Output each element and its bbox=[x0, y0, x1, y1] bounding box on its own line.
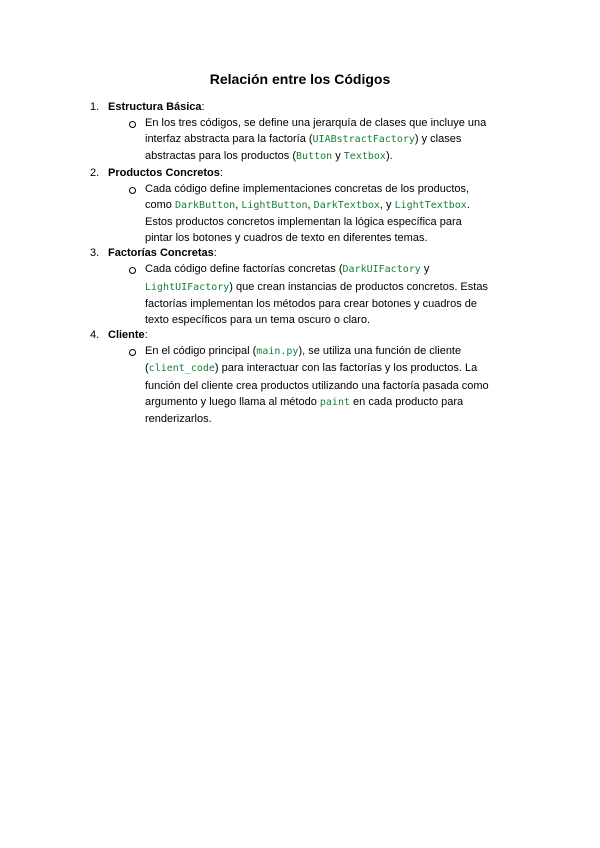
hollow-bullet-icon bbox=[129, 267, 136, 274]
code-run: Button bbox=[296, 151, 333, 163]
text-run: , bbox=[235, 198, 242, 211]
code-run: main.py bbox=[256, 346, 299, 358]
code-run: client_code bbox=[148, 363, 215, 375]
text-run: ), se utiliza una función de cliente ( bbox=[145, 345, 462, 375]
list-heading-wrap bbox=[108, 246, 217, 261]
list-heading: Estructura Básica bbox=[108, 101, 202, 113]
text-run: ) que crean instancias de productos concretos. Estas factorías implementan los métodos para crear botones y cuadros de texto específicos para un tema oscuro o claro. bbox=[145, 280, 488, 327]
code-run: LightUIFactory bbox=[145, 281, 230, 293]
list-item bbox=[0, 328, 600, 427]
list-heading-wrap bbox=[108, 166, 223, 181]
list-heading: Cliente bbox=[108, 329, 145, 342]
text-run: y bbox=[332, 150, 344, 163]
text-run: , bbox=[307, 198, 314, 211]
list-item-heading-row bbox=[0, 246, 600, 261]
list-item-heading-row bbox=[0, 328, 600, 343]
list-number: 3. bbox=[90, 247, 100, 260]
text-run: ). bbox=[385, 150, 393, 163]
list-item-heading-row bbox=[0, 100, 600, 115]
heading-colon: : bbox=[213, 247, 217, 260]
document-title: Relación entre los Códigos bbox=[209, 71, 391, 87]
list-number: 2. bbox=[90, 166, 100, 179]
text-run: En los tres códigos, se define una jerarquía de clases que incluye una interfaz abstracta para la factoría ( bbox=[145, 117, 487, 146]
hollow-bullet-icon bbox=[129, 121, 136, 128]
code-run: LightTextbox bbox=[394, 199, 467, 211]
sub-bullet bbox=[0, 343, 490, 427]
sub-bullet bbox=[0, 115, 490, 166]
list-number: 1. bbox=[90, 101, 100, 113]
text-run: y bbox=[420, 263, 430, 276]
text-run: Cada código define factorías concretas ( bbox=[145, 263, 343, 276]
hollow-bullet-icon bbox=[129, 349, 136, 356]
list-item bbox=[0, 166, 600, 247]
code-run: DarkButton bbox=[174, 199, 236, 211]
text-run: ) y clases abstractas para los productos ( bbox=[145, 133, 462, 163]
code-run: DarkUIFactory bbox=[342, 264, 421, 276]
text-run: en cada producto para renderizarlos. bbox=[145, 395, 464, 426]
list-heading: Productos Concretos bbox=[108, 166, 220, 179]
heading-colon: : bbox=[201, 101, 205, 113]
sub-bullet bbox=[0, 261, 490, 328]
numbered-list bbox=[0, 100, 600, 427]
text-run: . Estos productos concretos implementan la lógica específica para pintar los botones y cuadros de texto en diferentes temas. bbox=[145, 198, 470, 245]
list-item bbox=[0, 100, 600, 166]
sub-bullet bbox=[0, 181, 490, 247]
text-run: , y bbox=[379, 198, 395, 211]
code-run: DarkTextbox bbox=[313, 199, 380, 211]
list-item-heading-row bbox=[0, 166, 600, 181]
text-run: Cada código define implementaciones concretas de los productos, como bbox=[145, 182, 470, 211]
code-run: LightButton bbox=[241, 199, 308, 211]
list-item bbox=[0, 246, 600, 328]
list-heading-wrap bbox=[108, 328, 148, 343]
heading-colon: : bbox=[144, 329, 148, 342]
heading-colon: : bbox=[219, 166, 223, 179]
code-run: paint bbox=[319, 396, 350, 408]
list-heading-wrap bbox=[108, 100, 205, 115]
code-run: Textbox bbox=[343, 151, 386, 163]
text-run: ) para interactuar con las factorías y los productos. La función del cliente crea productos utilizando una factoría pasada como argumento y luego llama al método bbox=[145, 362, 489, 408]
list-heading: Factorías Concretas bbox=[108, 247, 214, 260]
list-number: 4. bbox=[90, 329, 100, 342]
code-run: UIABstractFactory bbox=[312, 134, 415, 146]
hollow-bullet-icon bbox=[129, 187, 136, 194]
text-run: En el código principal ( bbox=[145, 345, 257, 358]
